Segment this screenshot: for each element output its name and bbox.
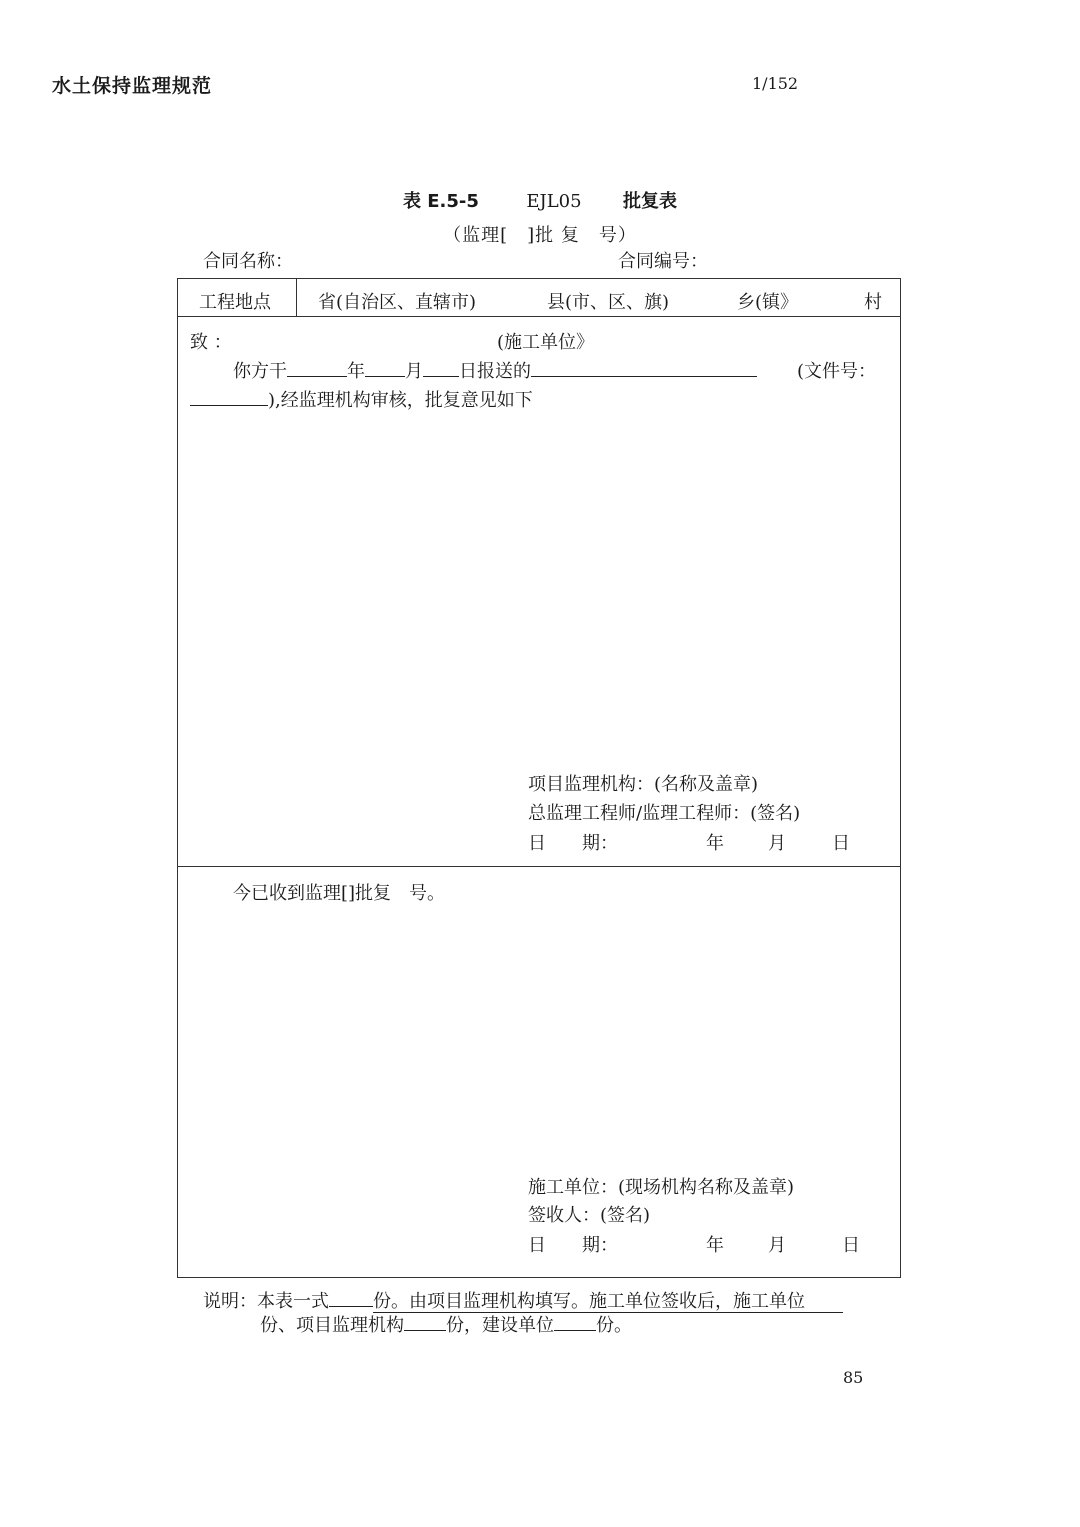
note-line-2: 份、项目监理机构 份，建设单位 份。 — [260, 1311, 632, 1337]
location-label: 工程地点 — [199, 292, 271, 313]
document-title: 水土保持监理规范 — [52, 75, 213, 97]
location-town: 乡(镇》 — [737, 292, 799, 313]
contract-name-label: 合同名称： — [203, 251, 293, 272]
page-ratio: 1/152 — [752, 74, 799, 93]
to-label: 致 ： — [190, 332, 232, 353]
form-title — [0, 187, 1080, 213]
supervision-org-sign: 项目监理机构：(名称及盖章) — [528, 774, 759, 795]
receipt-date-label: 日 期： — [528, 1235, 618, 1256]
chief-engineer-sign: 总监理工程师/监理工程师：(签名) — [528, 803, 801, 824]
row-divider-location — [177, 316, 901, 317]
copies-blank[interactable] — [329, 1288, 373, 1307]
page-number: 85 — [843, 1368, 864, 1387]
month-blank[interactable] — [365, 358, 405, 377]
contract-no-label: 合同编号： — [618, 251, 708, 272]
recipient-unit: (施工单位》 — [497, 332, 595, 353]
document-blank[interactable] — [531, 358, 757, 377]
row-divider-section — [177, 866, 901, 867]
form-code: EJL05 — [526, 191, 582, 212]
form-subtitle: （监理[ ]批 复 号） — [443, 225, 637, 246]
approval-date-year: 年 — [706, 833, 724, 854]
approval-date-day: 日 — [832, 833, 850, 854]
location-county: 县(市、区、旗) — [547, 292, 670, 313]
receipt-statement: 今已收到监理[]批复 号。 — [233, 883, 446, 904]
receipt-date-day: 日 — [842, 1235, 860, 1256]
receipt-date-year: 年 — [706, 1235, 724, 1256]
approval-date-label: 日 期： — [528, 833, 618, 854]
owner-copies-blank[interactable] — [554, 1312, 596, 1331]
location-village: 村 — [864, 292, 882, 313]
form-name: 批复表 — [623, 191, 678, 212]
supervision-copies-blank[interactable] — [404, 1312, 446, 1331]
location-label-divider — [296, 278, 297, 316]
note-line-1: 说明：本表一式 份。由项目监理机构填写。施工单位签收后，施工单位 — [203, 1287, 843, 1313]
year-blank[interactable] — [287, 358, 347, 377]
receiver-sign: 签收人：(签名) — [528, 1205, 651, 1226]
day-blank[interactable] — [423, 358, 459, 377]
table-number: 表 E.5-5 — [402, 191, 479, 212]
location-province: 省(自治区、直辖市) — [318, 292, 477, 313]
construction-unit-sign: 施工单位：(现场机构名称及盖章) — [528, 1177, 795, 1198]
submission-line-1: 你方干 年 月 日报送的 — [233, 357, 757, 383]
docno-blank[interactable] — [190, 387, 268, 406]
receipt-date-month: 月 — [768, 1235, 786, 1256]
approval-date-month: 月 — [768, 833, 786, 854]
docno-label: (文件号： — [797, 361, 877, 382]
submission-line-2: ),经监理机构审核，批复意见如下 — [190, 386, 533, 412]
